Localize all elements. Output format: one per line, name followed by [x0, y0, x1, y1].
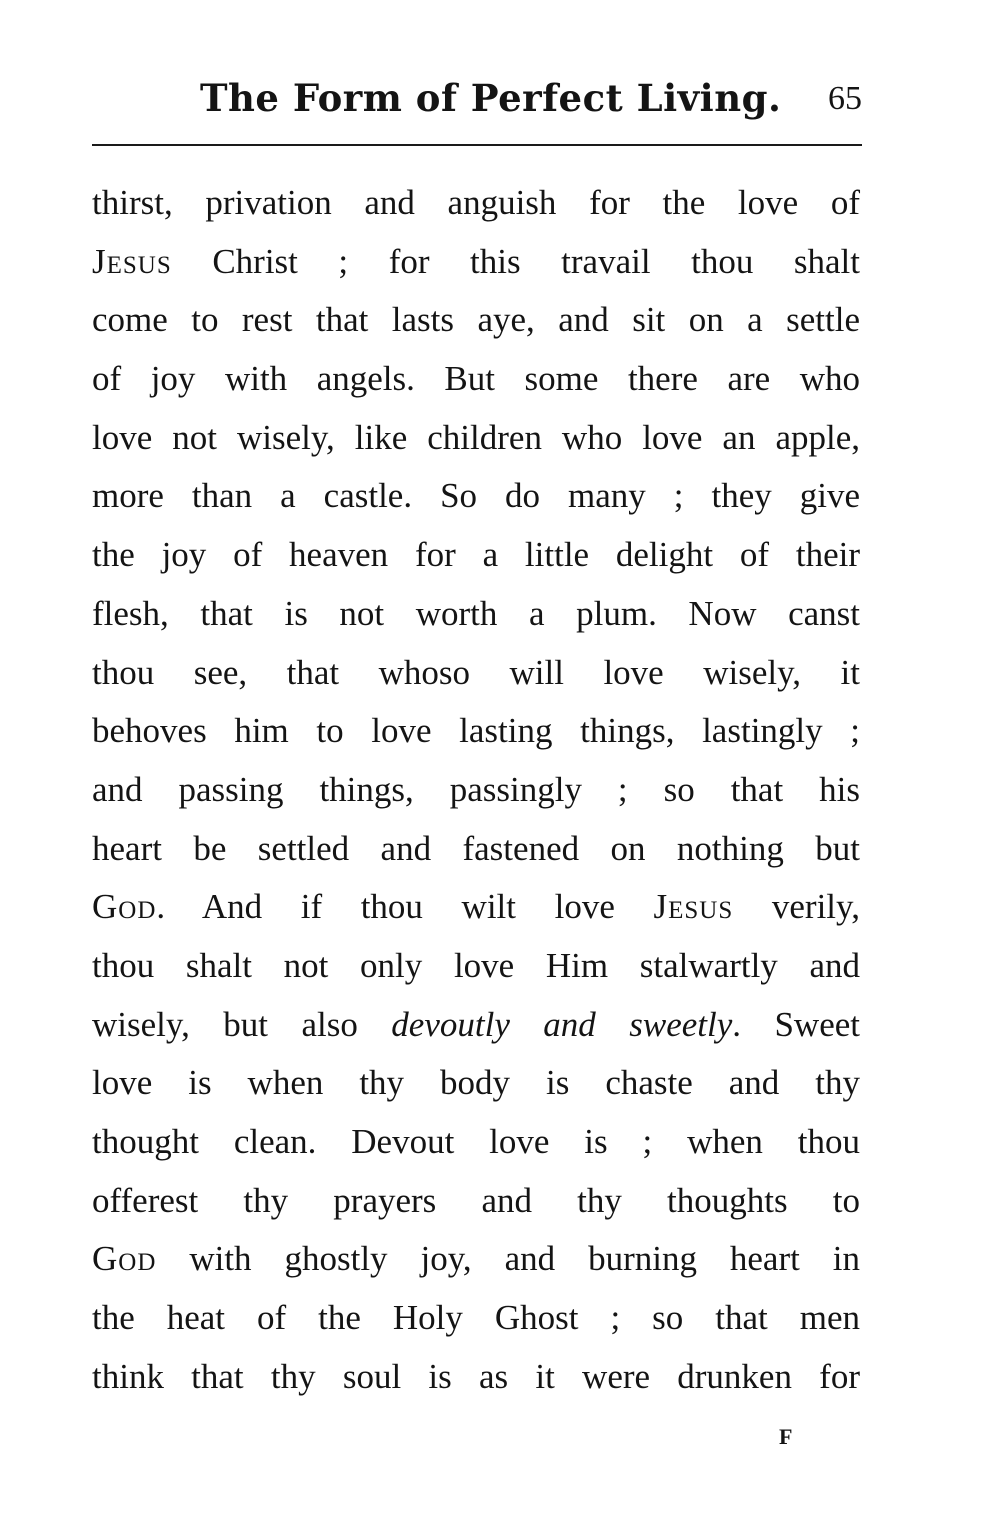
text-line: [92, 526, 860, 585]
text-segment: Jesus: [92, 241, 172, 281]
text-segment: heart be settled and fastened on nothing but: [92, 828, 860, 868]
text-segment: wisely, but also: [92, 1004, 392, 1044]
text-line: [92, 644, 860, 703]
signature-mark: F: [779, 1424, 793, 1449]
text-segment: and passing things, passingly ; so that his: [92, 769, 860, 809]
text-segment: more than a castle. So do many ; they give: [92, 476, 860, 516]
text-line: [92, 1113, 860, 1172]
text-segment: thirst, privation and anguish for the love of: [92, 183, 860, 222]
text-line: [92, 1348, 860, 1407]
header-rule: [92, 144, 862, 146]
text-line: [92, 1054, 860, 1113]
text-segment: thou shalt not only love Him stalwartly and: [92, 945, 860, 985]
text-line: [92, 1230, 860, 1289]
text-line: [92, 937, 860, 996]
text-segment: . Sweet: [732, 1004, 860, 1044]
text-segment: verily,: [733, 887, 860, 927]
text-line: [92, 1172, 860, 1231]
text-line: [92, 409, 860, 468]
text-segment: behoves him to love lasting things, lastingly ;: [92, 711, 860, 751]
text-segment: thou see, that whoso will love wisely, it: [92, 652, 860, 692]
text-line: [92, 350, 860, 409]
text-segment: the heat of the Holy Ghost ; so that men: [92, 1298, 860, 1338]
text-line: [92, 702, 860, 761]
text-segment: . And if thou wilt love: [156, 887, 654, 927]
text-segment: flesh, that is not worth a plum. Now canst: [92, 593, 860, 633]
text-segment: the joy of heaven for a little delight of their: [92, 535, 860, 575]
text-segment: with ghostly joy, and burning heart in: [156, 1239, 860, 1279]
text-line: [92, 291, 860, 350]
text-line: [92, 761, 860, 820]
body-text: [92, 174, 860, 1406]
text-line: [92, 820, 860, 879]
text-segment: come to rest that lasts aye, and sit on a settle: [92, 300, 860, 340]
text-segment: God: [92, 1239, 157, 1279]
text-segment: offerest thy prayers and thy thoughts to: [92, 1180, 860, 1220]
text-segment: Jesus: [653, 887, 734, 927]
text-line: [92, 233, 860, 292]
running-title: The Form of Perfect Living.: [200, 76, 782, 120]
text-segment: love is when thy body is chaste and thy: [92, 1063, 860, 1103]
text-segment: devoutly and sweetly: [391, 1004, 733, 1044]
text-line: [92, 585, 860, 644]
text-segment: thought clean. Devout love is ; when thou: [92, 1122, 860, 1161]
text-segment: of joy with angels. But some there are who: [92, 359, 860, 399]
running-head: [92, 70, 862, 134]
text-segment: think that thy soul is as it were drunken for: [92, 1356, 860, 1396]
text-line: [92, 1289, 860, 1348]
page-number: 65: [828, 80, 862, 117]
text-line: [92, 174, 860, 233]
text-line: [92, 878, 860, 937]
text-segment: God: [92, 887, 157, 927]
text-segment: love not wisely, like children who love an apple,: [92, 417, 860, 457]
text-line: [92, 467, 860, 526]
text-segment: Christ ; for this travail thou shalt: [171, 241, 860, 281]
text-line: [92, 996, 860, 1055]
